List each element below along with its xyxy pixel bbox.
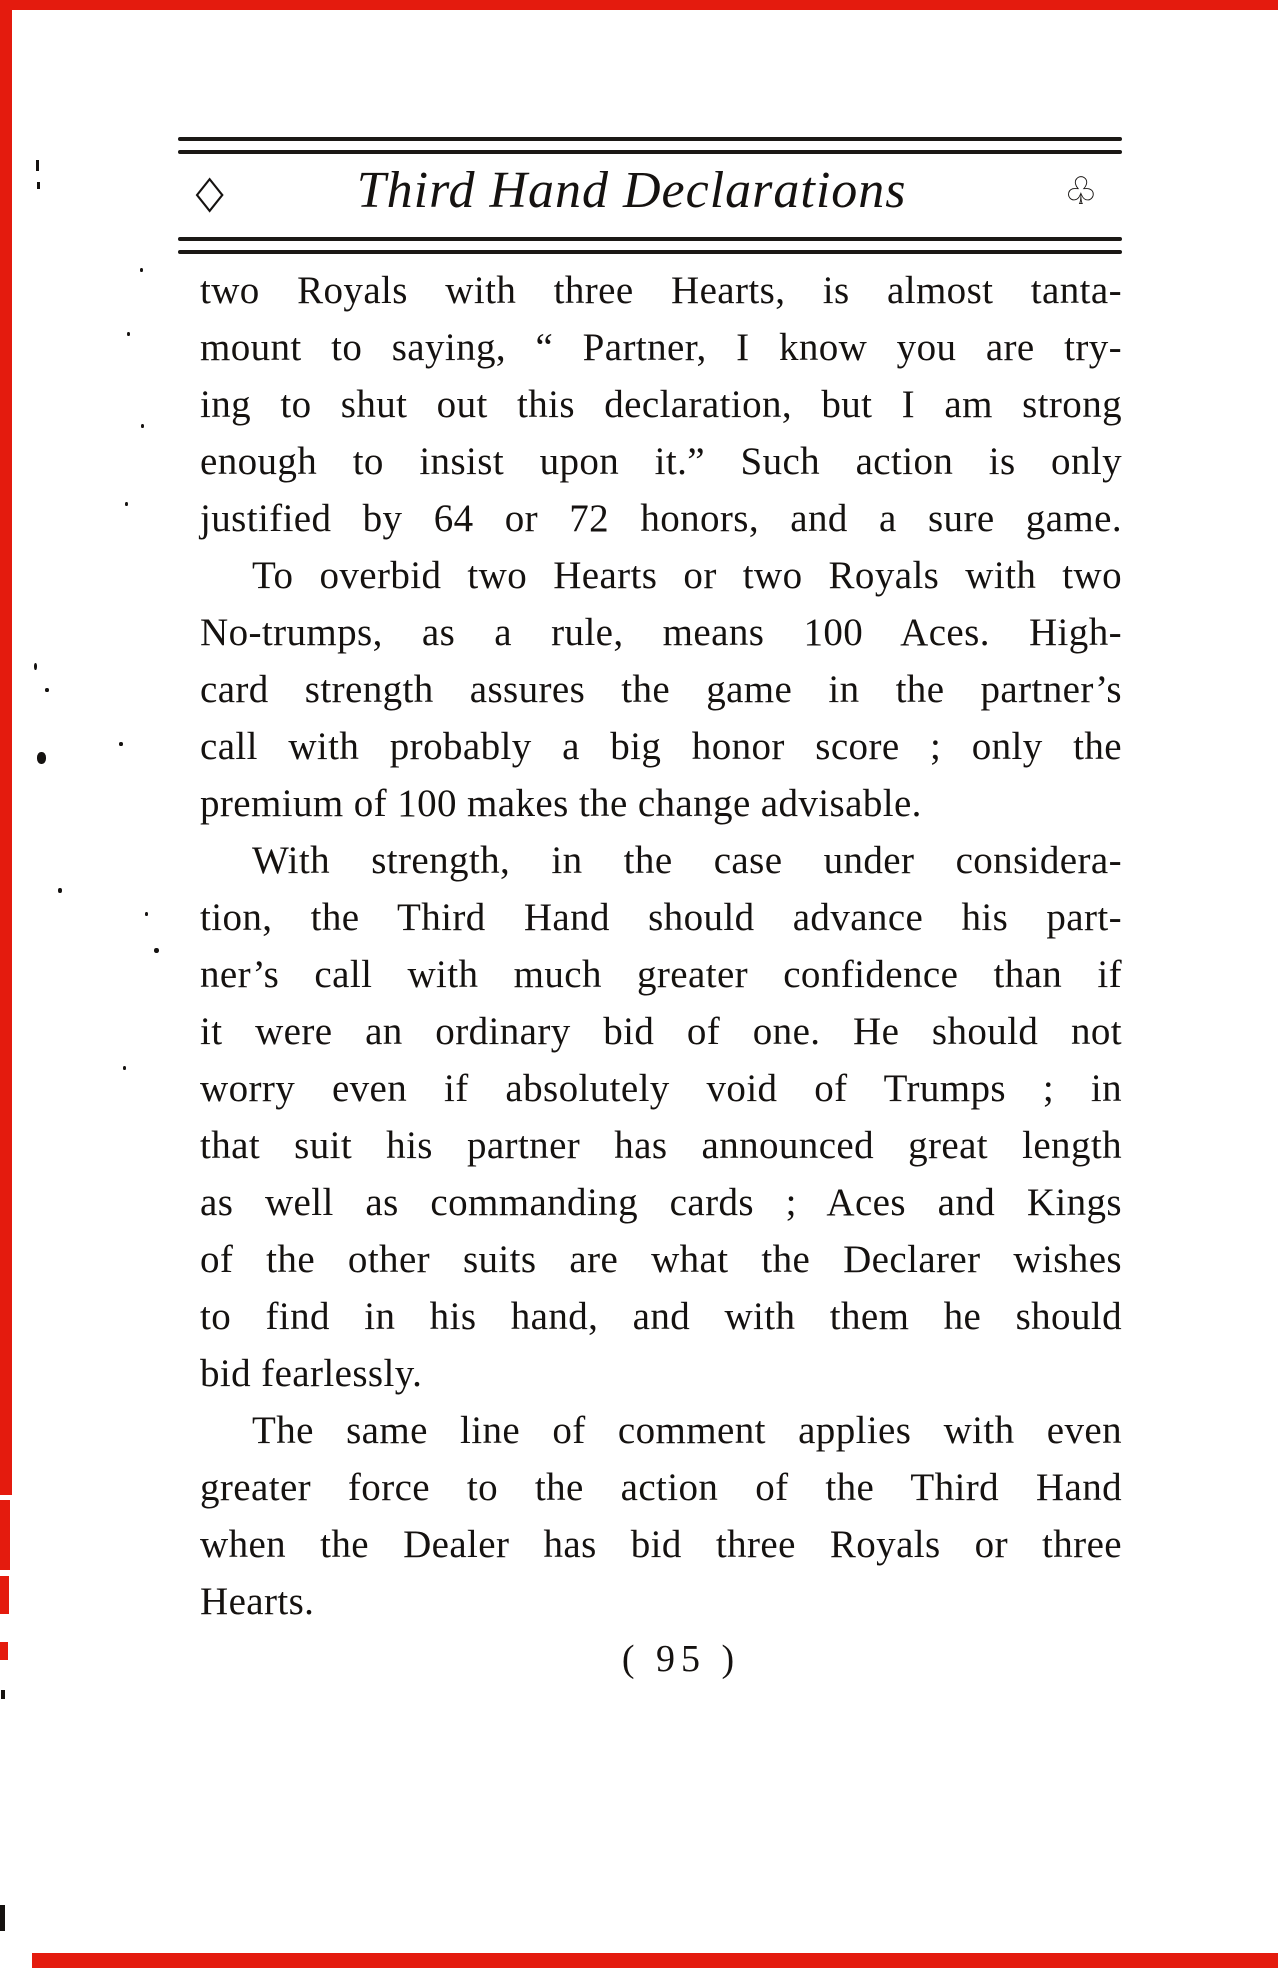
body-line: mount to saying, “ Partner, I know you are try- (200, 326, 1122, 369)
scan-edge-left-segment (0, 1642, 8, 1660)
head-rule-top-2 (178, 150, 1122, 154)
head-rule-bottom-2 (178, 250, 1122, 254)
scan-speck (145, 912, 148, 916)
body-line: worry even if absolutely void of Trumps ; in (200, 1067, 1122, 1110)
body-line: No-trumps, as a rule, means 100 Aces. High- (200, 611, 1122, 654)
scan-speck (37, 752, 46, 764)
body-line: ing to shut out this declaration, but I am strong (200, 383, 1122, 426)
scan-edge-left-segment (0, 1576, 9, 1614)
body-line: The same line of comment applies with even (252, 1409, 1122, 1452)
scan-speck (140, 268, 143, 272)
scan-speck (1, 1690, 5, 1699)
body-line: card strength assures the game in the partner’s (200, 668, 1122, 711)
scan-speck (154, 948, 159, 953)
scan-speck (37, 182, 40, 189)
page-number: ( 95 ) (621, 1638, 741, 1680)
body-line: greater force to the action of the Third Hand (200, 1466, 1122, 1509)
scan-speck (45, 688, 49, 692)
body-line: To overbid two Hearts or two Royals with two (252, 554, 1122, 597)
body-line: justified by 64 or 72 honors, and a sure game. (200, 497, 1122, 540)
body-line: it were an ordinary bid of one. He should not (200, 1010, 1122, 1053)
running-head (178, 158, 1122, 224)
scan-edge-bottom (32, 1953, 1278, 1968)
scan-edge-top (0, 0, 1278, 10)
body-line: call with probably a big honor score ; only the (200, 725, 1122, 768)
scan-speck (125, 502, 128, 506)
scan-speck (123, 1066, 126, 1070)
scan-speck (141, 424, 144, 428)
page-title: Third Hand Declarations (356, 162, 907, 219)
body-line: With strength, in the case under considera- (252, 839, 1122, 882)
body-text (200, 262, 1122, 1630)
body-line: of the other suits are what the Declarer wishes (200, 1238, 1122, 1281)
scan-edge-left-segment (0, 1500, 10, 1570)
head-rule-bottom-1 (178, 237, 1122, 241)
head-rule-top-1 (178, 137, 1122, 141)
club-suit-icon: ♧ (1063, 169, 1098, 213)
body-line: when the Dealer has bid three Royals or three (200, 1523, 1122, 1566)
scan-edge-left (0, 0, 12, 1495)
body-line: bid fearlessly. (200, 1352, 423, 1395)
body-line: ner’s call with much greater confidence than if (200, 953, 1122, 996)
scan-speck (58, 888, 62, 893)
body-line: that suit his partner has announced great length (200, 1124, 1122, 1167)
body-line: enough to insist upon it.” Such action is only (200, 440, 1122, 483)
body-line: to find in his hand, and with them he should (200, 1295, 1122, 1338)
body-line: two Royals with three Hearts, is almost tanta- (200, 269, 1122, 312)
body-line: Hearts. (200, 1580, 315, 1623)
body-line: tion, the Third Hand should advance his part- (200, 896, 1122, 939)
scan-speck (34, 663, 37, 670)
diamond-suit-icon: ◇ (195, 164, 224, 218)
scan-speck (127, 332, 130, 336)
scan-speck (119, 742, 123, 746)
body-line: premium of 100 makes the change advisable. (200, 782, 922, 825)
scan-speck (0, 1905, 5, 1931)
body-line: as well as commanding cards ; Aces and Kings (200, 1181, 1122, 1224)
scan-speck (36, 160, 39, 171)
